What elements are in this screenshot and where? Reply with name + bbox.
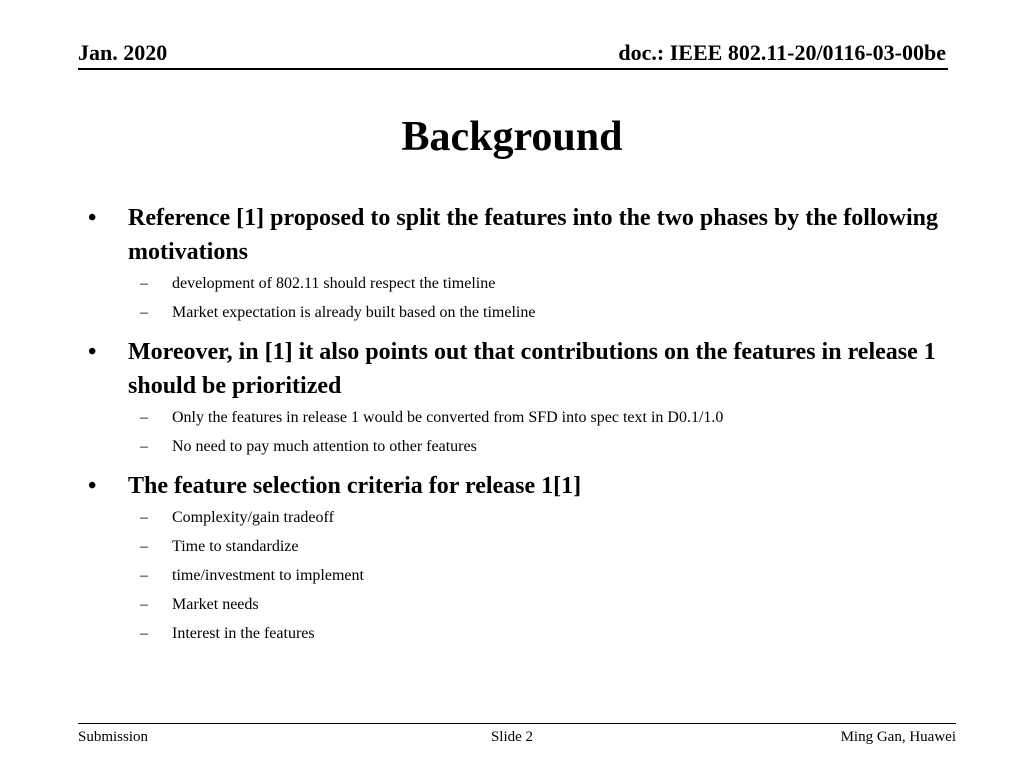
sub-bullet-item [88,590,938,619]
header-rule [78,68,948,70]
sub-bullet-text: Market needs [172,596,259,613]
bullet-text: Moreover, in [1] it also points out that contributions on the features in release 1 should be prioritized [128,339,936,399]
bullet-icon: • [88,205,97,231]
bullet-text: Reference [1] proposed to split the features into the two phases by the following motivations [128,205,938,265]
footer-rule [78,723,956,724]
sub-bullet-text: Complexity/gain tradeoff [172,509,334,526]
sub-bullet-item [88,532,938,561]
dash-icon: – [140,538,148,555]
sub-bullet-text: Market expectation is already built based on the timeline [172,304,536,321]
footer-author: Ming Gan, Huawei [840,729,956,745]
sub-bullet-text: Interest in the features [172,625,315,642]
sub-bullet-text: No need to pay much attention to other features [172,438,477,455]
sub-bullet-item [88,298,938,327]
bullet-item [88,201,938,269]
bullet-item [88,469,938,503]
dash-icon: – [140,625,148,642]
bullet-text: The feature selection criteria for release 1[1] [128,473,582,499]
dash-icon: – [140,509,148,526]
sub-bullet-item [88,503,938,532]
sub-bullet-text: time/investment to implement [172,567,364,584]
dash-icon: – [140,438,148,455]
dash-icon: – [140,409,148,426]
dash-icon: – [140,596,148,613]
bullet-item [88,335,938,403]
bullet-icon: • [88,339,97,365]
sub-bullet-item [88,269,938,298]
sub-bullet-item [88,432,938,461]
dash-icon: – [140,304,148,321]
footer-slide-number: Slide 2 [490,729,534,745]
dash-icon: – [140,275,148,292]
bullet-icon: • [88,473,97,499]
sub-bullet-item [88,619,938,648]
sub-bullet-item [88,561,938,590]
slide-content [88,201,938,648]
sub-bullet-item [88,403,938,432]
header-doc-id: doc.: IEEE 802.11-20/0116-03-00be [618,40,946,65]
sub-bullet-text: Time to standardize [172,538,299,555]
header-date: Jan. 2020 [78,40,168,65]
footer-submission: Submission [78,729,149,745]
sub-bullet-text: development of 802.11 should respect the timeline [172,275,496,292]
sub-bullet-text: Only the features in release 1 would be converted from SFD into spec text in D0.1/1.0 [172,409,724,426]
slide-title: Background [401,114,623,160]
dash-icon: – [140,567,148,584]
